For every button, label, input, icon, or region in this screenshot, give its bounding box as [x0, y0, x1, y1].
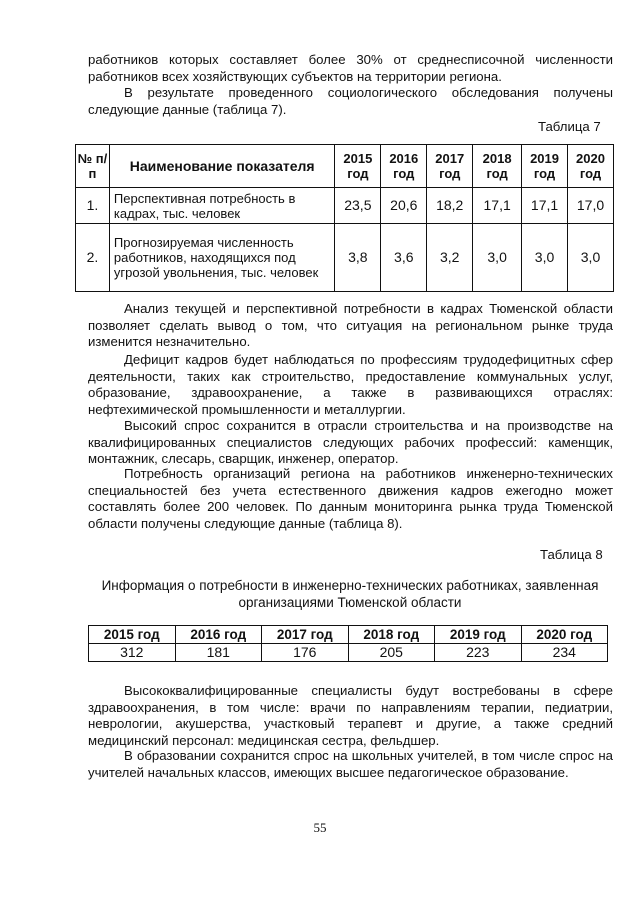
table7-header-year: 2020 год [568, 145, 614, 188]
paragraph-health: Высококвалифицированные специалисты будут востребованы в сфере здравоохранения, в том числе: врачи по направлениям терапии, педиатрии, неврологии, акушерства, участковый терапевт и другие, а также средний медицинский персонал: медицинская сестра, фельдшер. [88, 683, 613, 748]
value-cell: 312 [89, 644, 176, 662]
paragraph-analysis: Анализ текущей и перспективной потребности в кадрах Тюменской области позволяет сделать вывод о том, что ситуация на региональном рынке труда изменится незначительно. [88, 301, 613, 350]
table-row [89, 644, 608, 662]
table-row [76, 188, 614, 224]
paragraph-survey: В результате проведенного социологического обследования получены следующие данные (таблица 7). [88, 85, 613, 117]
value-cell: 3,2 [427, 224, 473, 292]
row-number: 2. [76, 224, 110, 292]
paragraph-demand: Высокий спрос сохранится в отрасли строительства и на производстве на квалифицированных специалистов следующих рабочих профессий: каменщик, монтажник, слесарь, сварщик, инженер, оператор. [88, 418, 613, 467]
table8-header-year: 2018 год [348, 626, 435, 644]
value-cell: 17,1 [522, 188, 568, 224]
table7-header-year: 2015 год [335, 145, 381, 188]
table8-caption: Таблица 8 [540, 547, 603, 562]
table8-header-year: 2020 год [521, 626, 608, 644]
table7-header-year: 2019 год [522, 145, 568, 188]
table8-header-year: 2015 год [89, 626, 176, 644]
table7-header-year: 2018 год [473, 145, 522, 188]
table8-header-year: 2019 год [435, 626, 522, 644]
table8-header-year: 2017 год [262, 626, 349, 644]
value-cell: 223 [435, 644, 522, 662]
table8-header-row [89, 626, 608, 644]
value-cell: 3,0 [522, 224, 568, 292]
value-cell: 176 [262, 644, 349, 662]
value-cell: 20,6 [381, 188, 427, 224]
table-row [76, 224, 614, 292]
paragraph-deficit: Дефицит кадров будет наблюдаться по профессиям трудодефицитных сфер деятельности, таких как строительство, предоставление коммунальных услуг, образование, здравоохранение, а также в развивающихся отраслях: нефтехимической промышленности и металлургии. [88, 352, 613, 417]
paragraph-education: В образовании сохранится спрос на школьных учителей, в том числе спрос на учителей начальных классов, имеющих высшее педагогическое образование. [88, 748, 613, 780]
value-cell: 205 [348, 644, 435, 662]
page-number: 55 [313, 820, 327, 835]
value-cell: 234 [521, 644, 608, 662]
table7-caption: Таблица 7 [538, 119, 601, 134]
table8-title: Информация о потребности в инженерно-технических работниках, заявленная организациями Тюменской области [101, 578, 599, 610]
table7-header-year: 2017 год [427, 145, 473, 188]
indicator-name: Прогнозируемая численность работников, находящихся под угрозой увольнения, тыс. человек [109, 224, 335, 292]
value-cell: 17,0 [568, 188, 614, 224]
indicator-name: Перспективная потребность в кадрах, тыс. человек [109, 188, 335, 224]
value-cell: 23,5 [335, 188, 381, 224]
table7-header-name: Наименование показателя [109, 145, 335, 188]
value-cell: 17,1 [473, 188, 522, 224]
table7-header-row [76, 145, 614, 188]
row-number: 1. [76, 188, 110, 224]
value-cell: 181 [175, 644, 262, 662]
paragraph-intro: работников которых составляет более 30% от среднесписочной численности работников всех хозяйствующих субъектов на территории региона. [88, 52, 613, 84]
paragraph-need: Потребность организаций региона на работников инженерно-технических специальностей без учета естественного движения кадров ежегодно может составлять более 200 человек. По данным мониторинга рынка труда Тюменской области получены следующие данные (таблица 8). [88, 466, 613, 531]
table7-header-year: 2016 год [381, 145, 427, 188]
value-cell: 3,6 [381, 224, 427, 292]
table-8 [88, 625, 608, 662]
table8-header-year: 2016 год [175, 626, 262, 644]
value-cell: 3,8 [335, 224, 381, 292]
value-cell: 18,2 [427, 188, 473, 224]
value-cell: 3,0 [568, 224, 614, 292]
value-cell: 3,0 [473, 224, 522, 292]
table7-header-num: № п/п [76, 145, 110, 188]
table-7 [75, 144, 614, 292]
